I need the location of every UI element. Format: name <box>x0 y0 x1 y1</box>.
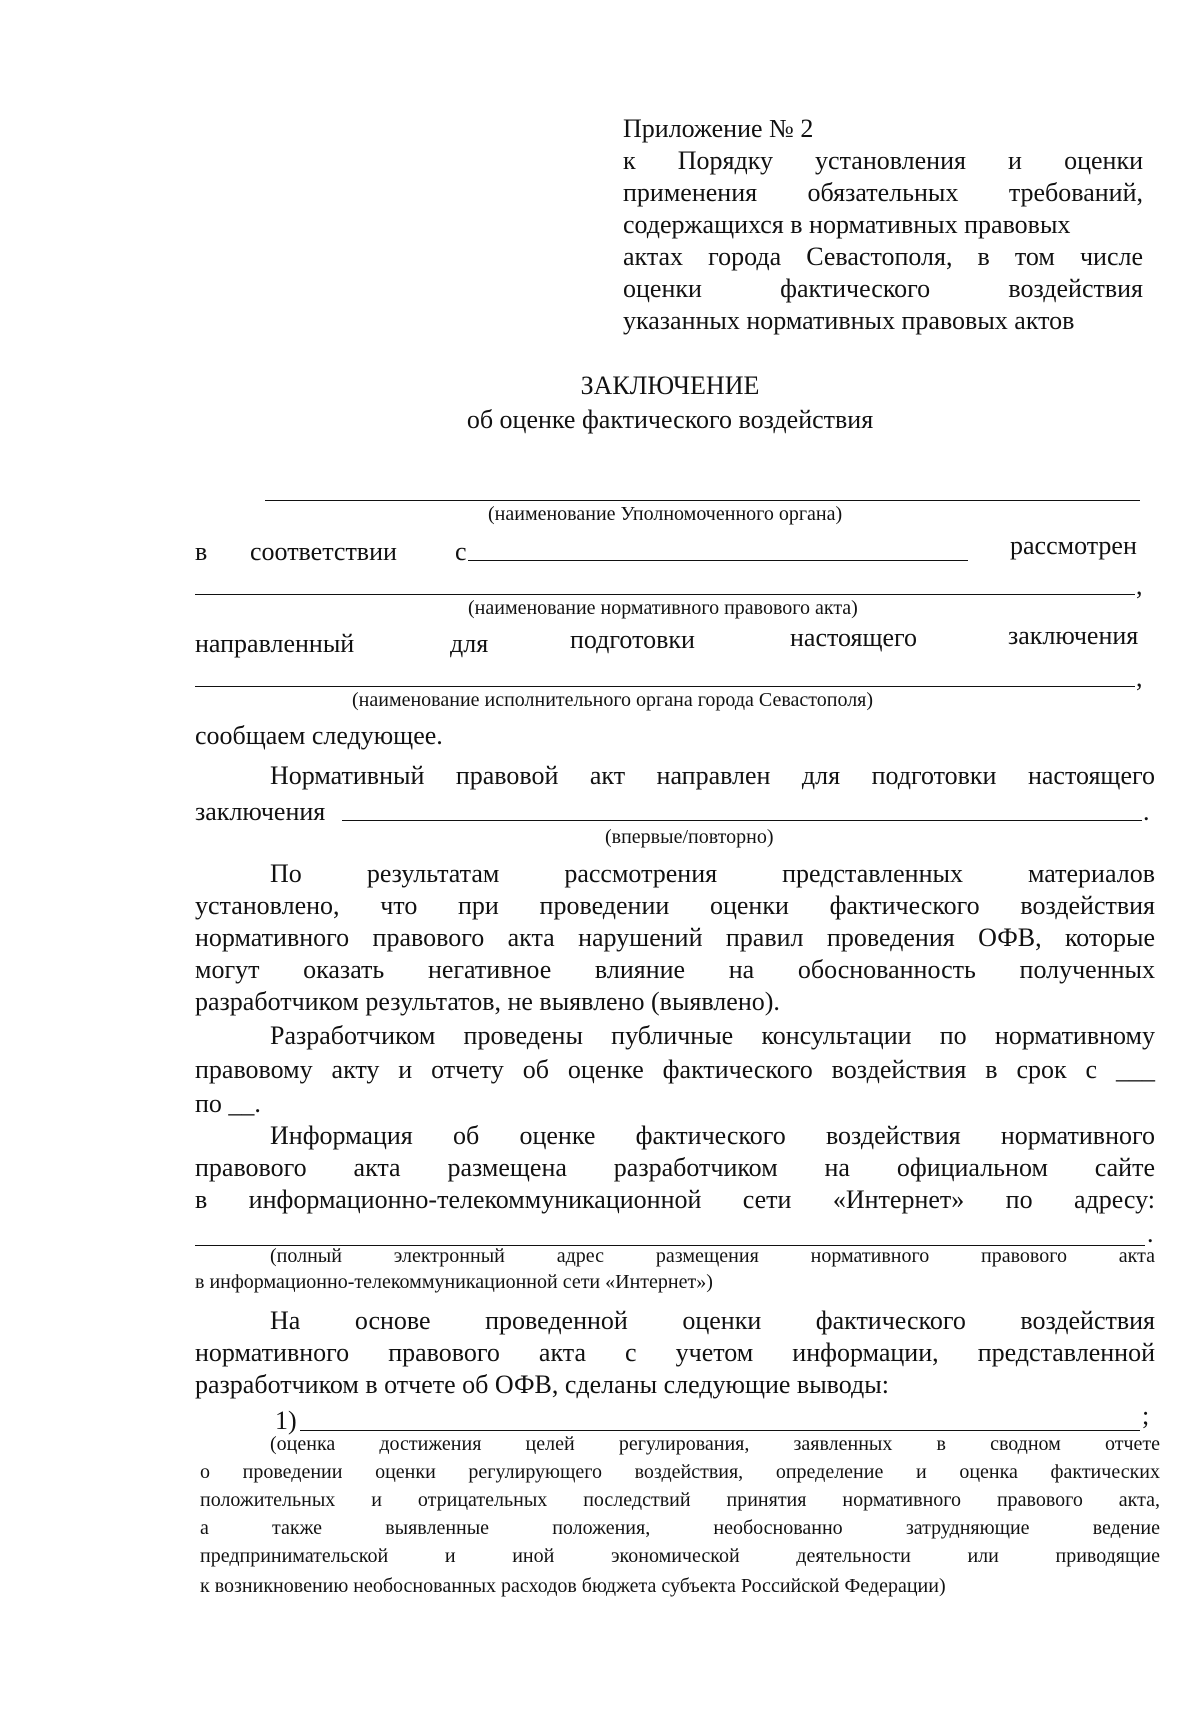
paragraph-line: Нормативный правовой акт направлен для подготовки настоящего <box>270 761 1155 790</box>
row2-word: подготовки <box>570 625 695 654</box>
document-subtitle: об оценке фактического воздействия <box>466 405 874 434</box>
paragraph-line: Информация об оценке фактического воздействия нормативного <box>270 1121 1155 1150</box>
appendix-line: к Порядку установления и оценки <box>623 146 1143 175</box>
paragraph-line: по __. <box>195 1089 261 1118</box>
executive-blank[interactable] <box>195 686 1135 687</box>
paragraph-line: нормативного правового акта с учетом информации, представленной <box>195 1338 1155 1367</box>
comma: , <box>1136 663 1143 692</box>
row1-word: соответствии <box>250 537 397 566</box>
paragraph-line: На основе проведенной оценки фактического воздействия <box>270 1306 1155 1335</box>
item-number: 1) <box>275 1406 297 1435</box>
row1-word: в <box>195 537 208 566</box>
report-text: сообщаем следующее. <box>195 721 443 750</box>
appendix-line: актах города Севастополя, в том числе <box>623 242 1143 271</box>
paragraph-line: правовому акту и отчету об оценке фактического воздействия в срок с ___ <box>195 1055 1155 1084</box>
row1-word: с <box>455 537 467 566</box>
period: . <box>1147 1219 1154 1248</box>
row2-word: заключения <box>1008 621 1139 650</box>
website-caption: (полный электронный адрес размещения нормативного правового акта <box>270 1245 1155 1267</box>
comma: , <box>1136 571 1143 600</box>
paragraph-line: могут оказать негативное влияние на обоснованность полученных <box>195 955 1155 984</box>
row2-word: для <box>450 629 489 658</box>
row1-word: рассмотрен <box>1010 531 1137 560</box>
act-caption: (наименование нормативного правового акта) <box>468 597 858 619</box>
conclusion-caption: положительных и отрицательных последствий принятия нормативного правового акта, <box>200 1489 1160 1511</box>
appendix-title: Приложение № 2 <box>623 114 814 143</box>
conclusion-blank[interactable] <box>300 1430 1140 1431</box>
paragraph-line: По результатам рассмотрения представленных материалов <box>270 859 1155 888</box>
conclusion-caption: а также выявленные положения, необоснованно затрудняющие ведение <box>200 1517 1160 1539</box>
conclusion-caption: о проведении оценки регулирующего воздействия, определение и оценка фактических <box>200 1461 1160 1483</box>
basis-blank[interactable] <box>468 560 968 561</box>
paragraph-line: нормативного правового акта нарушений правил проведения ОФВ, которые <box>195 923 1155 952</box>
appendix-line: применения обязательных требований, <box>623 178 1143 207</box>
first-time-blank[interactable] <box>342 820 1142 821</box>
appendix-line: содержащихся в нормативных правовых <box>623 210 1071 239</box>
paragraph-line: установлено, что при проведении оценки фактического воздействия <box>195 891 1155 920</box>
appendix-line: оценки фактического воздействия <box>623 274 1143 303</box>
website-caption: в информационно-телекоммуникационной сети «Интернет») <box>195 1271 713 1293</box>
paragraph-line: правового акта размещена разработчиком на официальном сайте <box>195 1153 1155 1182</box>
act-blank[interactable] <box>195 594 1135 595</box>
row2-word: направленный <box>195 629 355 658</box>
executive-caption: (наименование исполнительного органа города Севастополя) <box>352 689 874 711</box>
row2-word: настоящего <box>790 623 918 652</box>
semicolon: ; <box>1142 1401 1150 1430</box>
document-title: ЗАКЛЮЧЕНИЕ <box>580 371 760 400</box>
authority-blank[interactable] <box>265 500 1140 501</box>
conclusion-caption: к возникновению необоснованных расходов бюджета субъекта Российской Федерации) <box>200 1575 946 1597</box>
appendix-line: указанных нормативных правовых актов <box>623 306 1075 335</box>
conclusion-caption: предпринимательской и иной экономической деятельности или приводящие <box>200 1545 1160 1567</box>
conclusion-caption: (оценка достижения целей регулирования, заявленных в сводном отчете <box>270 1433 1160 1455</box>
authority-caption: (наименование Уполномоченного органа) <box>488 503 843 525</box>
paragraph-line: в информационно-телекоммуникационной сети «Интернет» по адресу: <box>195 1185 1155 1214</box>
period: . <box>1143 797 1150 826</box>
paragraph-line: разработчиком результатов, не выявлено (выявлено). <box>195 987 780 1016</box>
paragraph-line: Разработчиком проведены публичные консультации по нормативному <box>270 1021 1155 1050</box>
first-time-caption: (впервые/повторно) <box>605 826 774 848</box>
paragraph-line: заключения <box>195 797 326 826</box>
paragraph-line: разработчиком в отчете об ОФВ, сделаны следующие выводы: <box>195 1370 889 1399</box>
